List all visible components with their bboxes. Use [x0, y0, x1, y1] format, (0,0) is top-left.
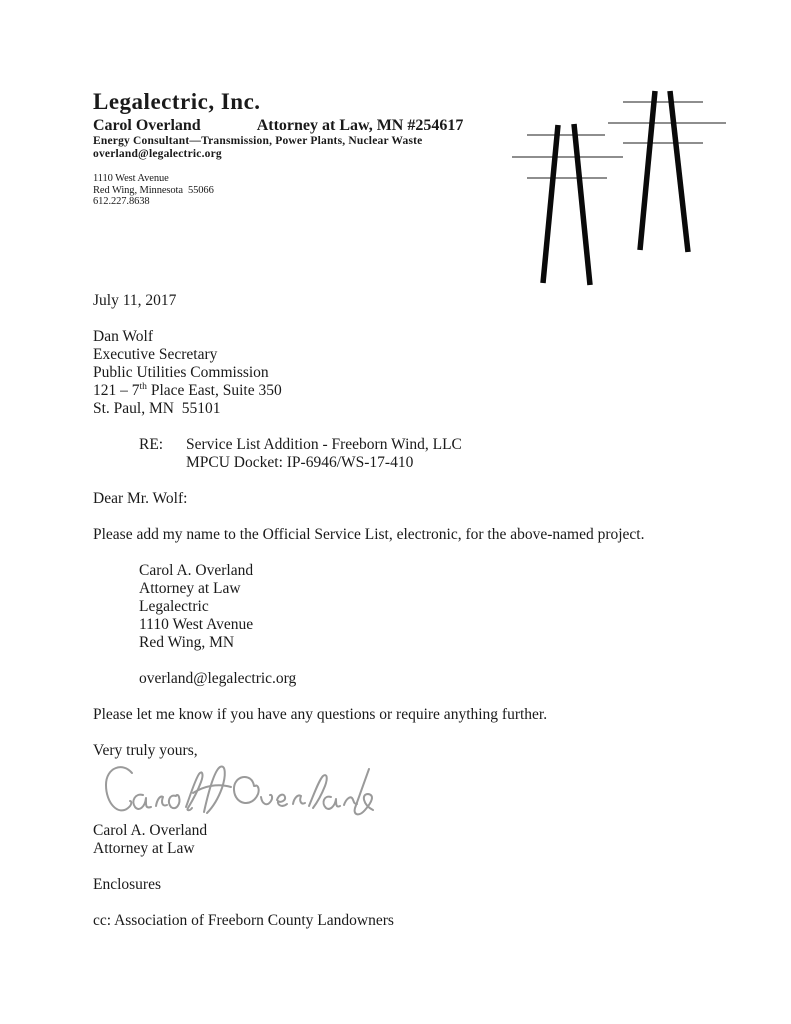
attorney-name: Carol Overland [93, 117, 201, 134]
attorney-credentials: Attorney at Law, MN #254617 [256, 117, 464, 134]
tagline: Energy Consultant—Transmission, Power Plants, Nuclear Waste [93, 135, 423, 147]
letterhead [93, 88, 761, 208]
contact-name: Carol A. Overland [139, 561, 254, 579]
recipient-title: Executive Secretary [93, 345, 218, 363]
recipient-address [93, 328, 761, 418]
re-subject: Service List Addition - Freeborn Wind, LLC [186, 435, 462, 453]
contact-title: Attorney at Law [139, 579, 241, 597]
recipient-org: Public Utilities Commission [93, 363, 269, 381]
salutation: Dear Mr. Wolf: [93, 489, 188, 507]
cc-line: cc: Association of Freeborn County Landowners [93, 911, 394, 929]
closing: Very truly yours, [93, 741, 198, 759]
letterhead-phone: 612.227.8638 [93, 196, 150, 207]
handwritten-signature [99, 760, 379, 822]
contact-email: overland@legalectric.org [139, 669, 297, 687]
re-label: RE: [139, 435, 164, 453]
body-paragraph-1: Please add my name to the Official Service List, electronic, for the above-named project. [93, 525, 645, 543]
contact-city: Red Wing, MN [139, 633, 235, 651]
contact-company: Legalectric [139, 597, 209, 615]
letterhead-address-line2: Red Wing, Minnesota 55066 [93, 184, 214, 196]
attorney-line [93, 116, 761, 135]
re-block [93, 436, 761, 472]
service-list-contact [139, 562, 761, 688]
recipient-street: 121 – 7th Place East, Suite 350 [93, 380, 282, 399]
letter-date: July 11, 2017 [93, 291, 177, 309]
body-paragraph-2: Please let me know if you have any questions or require anything further. [93, 705, 548, 723]
letterhead-address [93, 173, 761, 208]
re-docket: MPCU Docket: IP-6946/WS-17-410 [186, 453, 414, 471]
company-name: Legalectric, Inc. [93, 89, 261, 114]
letterhead-address-line1: 1110 West Avenue [93, 173, 169, 184]
recipient-city: St. Paul, MN 55101 [93, 399, 221, 417]
letterhead-email: overland@legalectric.org [93, 148, 222, 160]
signer-name: Carol A. Overland [93, 821, 208, 839]
contact-street: 1110 West Avenue [139, 615, 254, 633]
signer-title: Attorney at Law [93, 839, 195, 857]
recipient-name: Dan Wolf [93, 327, 154, 345]
enclosures-note: Enclosures [93, 875, 162, 893]
letter-body [93, 292, 761, 930]
ordinal-suffix: th [139, 380, 147, 392]
re-lines [186, 436, 462, 472]
